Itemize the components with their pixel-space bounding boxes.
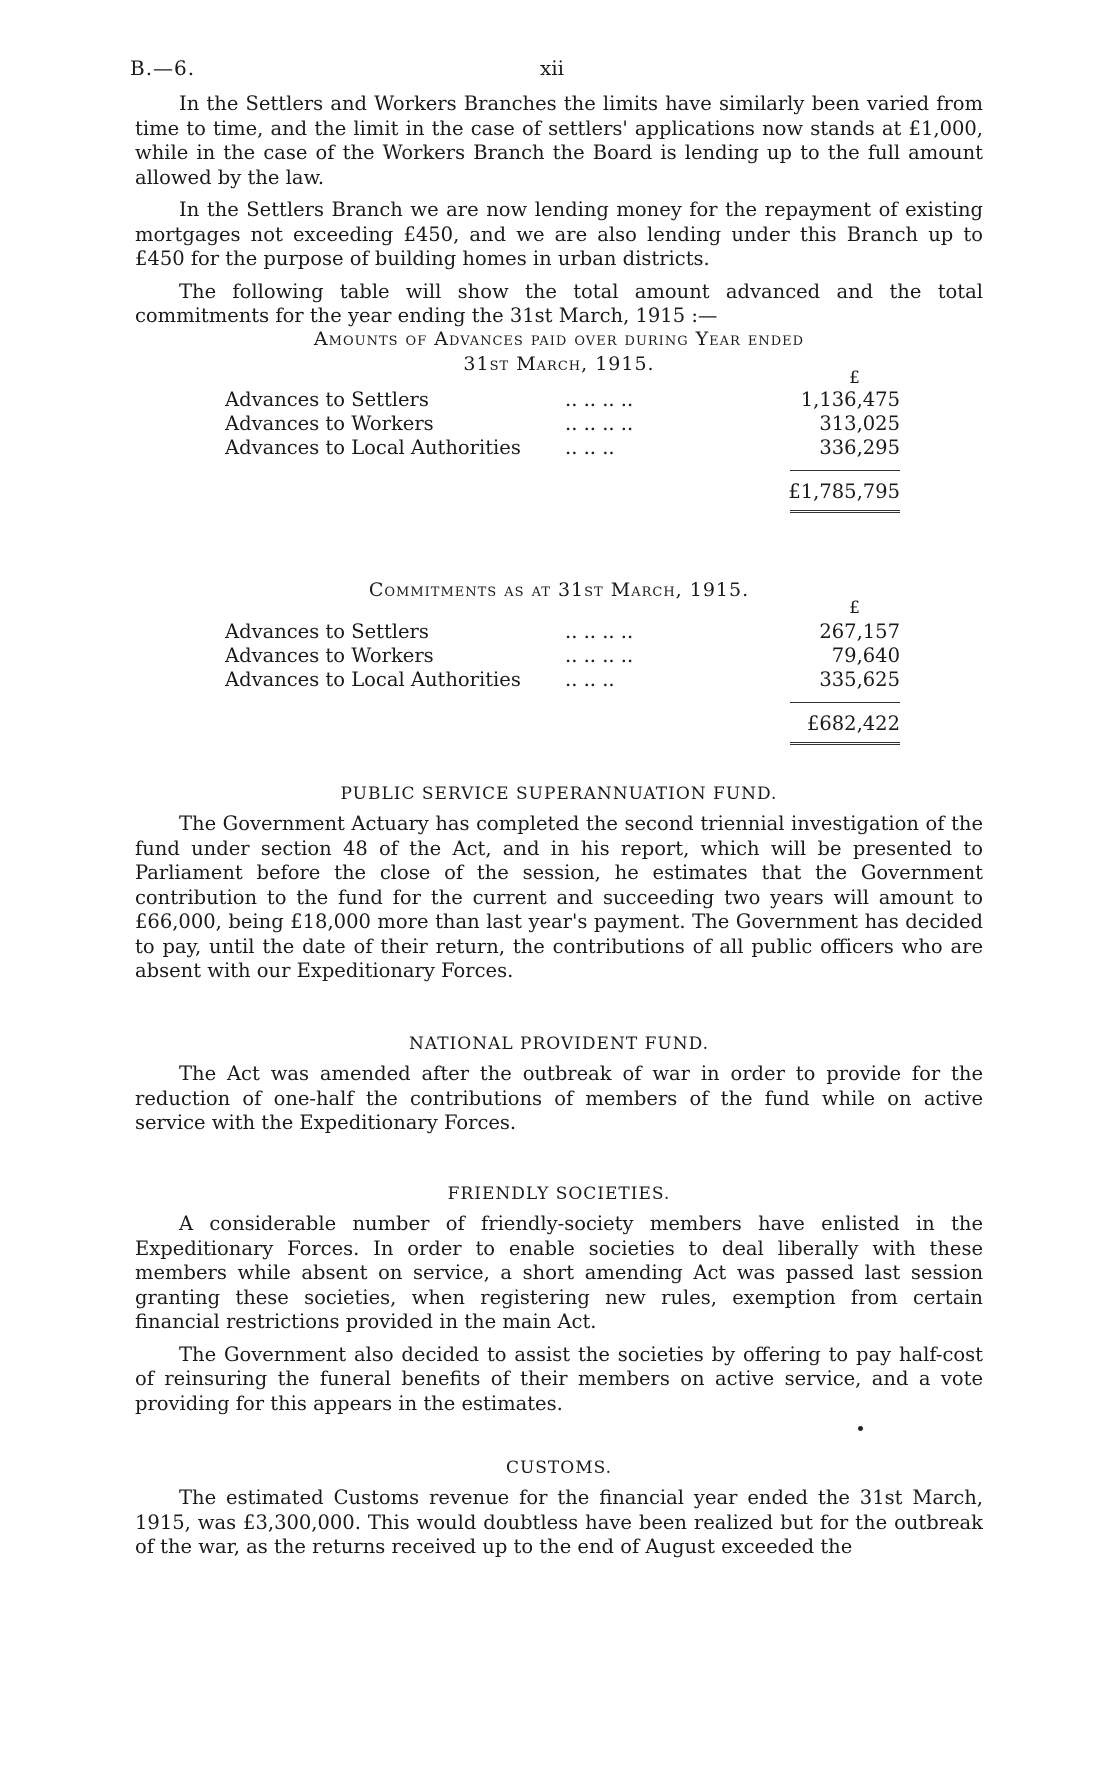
advances-table xyxy=(225,368,900,578)
currency-label: £ xyxy=(849,598,860,618)
leader-dots: .. .. .. xyxy=(565,436,615,459)
table-row xyxy=(225,388,900,413)
leader-dots: .. .. .. .. xyxy=(565,412,634,435)
paragraph: In the Settlers Branch we are now lending money for the repayment of existing mortgages not exceeding £450, and we are also lending under this Branch up to £450 for the purpose of building homes in urban districts. xyxy=(135,198,983,270)
row-label: Advances to Settlers xyxy=(225,620,429,643)
row-amount: 313,025 xyxy=(819,412,900,435)
section-heading: PUBLIC SERVICE SUPERANNUATION FUND. xyxy=(340,784,778,804)
table-row xyxy=(225,412,900,437)
section-heading: NATIONAL PROVIDENT FUND. xyxy=(408,1034,709,1054)
row-label: Advances to Settlers xyxy=(225,388,429,411)
total-double-rule xyxy=(790,510,900,513)
row-amount: 335,625 xyxy=(819,668,900,691)
paragraph: In the Settlers and Workers Branches the limits have similarly been varied from time to time, and the limit in the case of settlers' applications now stands at £1,000, while in the case of the Workers Branch the Board is lending up to the full amount allowed by the law. xyxy=(135,92,983,189)
section-body xyxy=(135,1486,983,1568)
leader-dots: .. .. .. .. xyxy=(565,388,634,411)
table-row xyxy=(225,436,900,461)
paragraph: A considerable number of friendly-society members have enlisted in the Expeditionary Forces. In order to enable societies to deal liberally with these members while absent on service, a short amending Act was passed last session granting these societies, when registering new rules, exemption from certain financial restrictions provided in the main Act. xyxy=(135,1212,983,1333)
subtotal-rule xyxy=(790,702,900,703)
paragraph: The Government Actuary has completed the second triennial investigation of the fund under section 48 of the Act, and in his report, which will be presented to Parliament before the close of the session, he estimates that the Government contribution to the fund for the current and succeeding two years will amount to £66,000, being £18,000 more than last year's payment. The Government has decided to pay, until the date of their return, the contributions of all public officers who are absent with our Expeditionary Forces. xyxy=(135,812,983,982)
section-body xyxy=(135,1062,983,1144)
table-row xyxy=(225,620,900,645)
paragraph: The Act was amended after the outbreak of war in order to provide for the reduction of one-half the contributions of members of the fund while on active service with the Expeditionary Forces. xyxy=(135,1062,983,1134)
row-amount: 1,136,475 xyxy=(800,388,900,411)
section-body xyxy=(135,812,983,992)
section-heading: FRIENDLY SOCIETIES. xyxy=(447,1184,671,1204)
row-amount: 336,295 xyxy=(819,436,900,459)
leader-dots: .. .. .. xyxy=(565,668,615,691)
paragraph: The estimated Customs revenue for the financial year ended the 31st March, 1915, was £3,300,000. This would doubtless have been realized but for the outbreak of the war, as the returns received up to the end of August exceeded the xyxy=(135,1486,983,1558)
section-heading: CUSTOMS. xyxy=(505,1458,613,1478)
table1-title-line2: 31st March, 1915. xyxy=(463,352,655,375)
row-label: Advances to Workers xyxy=(225,412,434,435)
commitments-table xyxy=(225,598,900,768)
row-amount: 267,157 xyxy=(819,620,900,643)
subtotal-rule xyxy=(790,470,900,471)
row-label: Advances to Local Authorities xyxy=(225,668,521,691)
section-body xyxy=(135,1212,983,1424)
table-row xyxy=(225,668,900,693)
page-number: xii xyxy=(540,56,565,80)
table-total: £1,785,795 xyxy=(788,480,900,503)
document-reference: B.—6. xyxy=(130,56,196,80)
table2-title: Commitments as at 31st March, 1915. xyxy=(368,579,750,601)
paragraph: The following table will show the total amount advanced and the total commitments for the year ending the 31st March, 1915 :— xyxy=(135,279,983,327)
row-label: Advances to Workers xyxy=(225,644,434,667)
paragraph: The Government also decided to assist the societies by offering to pay half-cost of reinsuring the funeral benefits of their members on active service, and a vote providing for this appears in the estimates. xyxy=(135,1342,983,1415)
leader-dots: .. .. .. .. xyxy=(565,620,634,643)
table-row xyxy=(225,644,900,669)
currency-label: £ xyxy=(849,368,860,388)
table-total: £682,422 xyxy=(806,712,900,735)
leader-dots: .. .. .. .. xyxy=(565,644,634,667)
ink-mark xyxy=(858,1426,863,1431)
intro-text xyxy=(135,92,983,337)
row-label: Advances to Local Authorities xyxy=(225,436,521,459)
total-double-rule xyxy=(790,742,900,745)
table1-title-line1: Amounts of Advances paid over during Year ended xyxy=(313,328,805,350)
row-amount: 79,640 xyxy=(831,644,900,667)
